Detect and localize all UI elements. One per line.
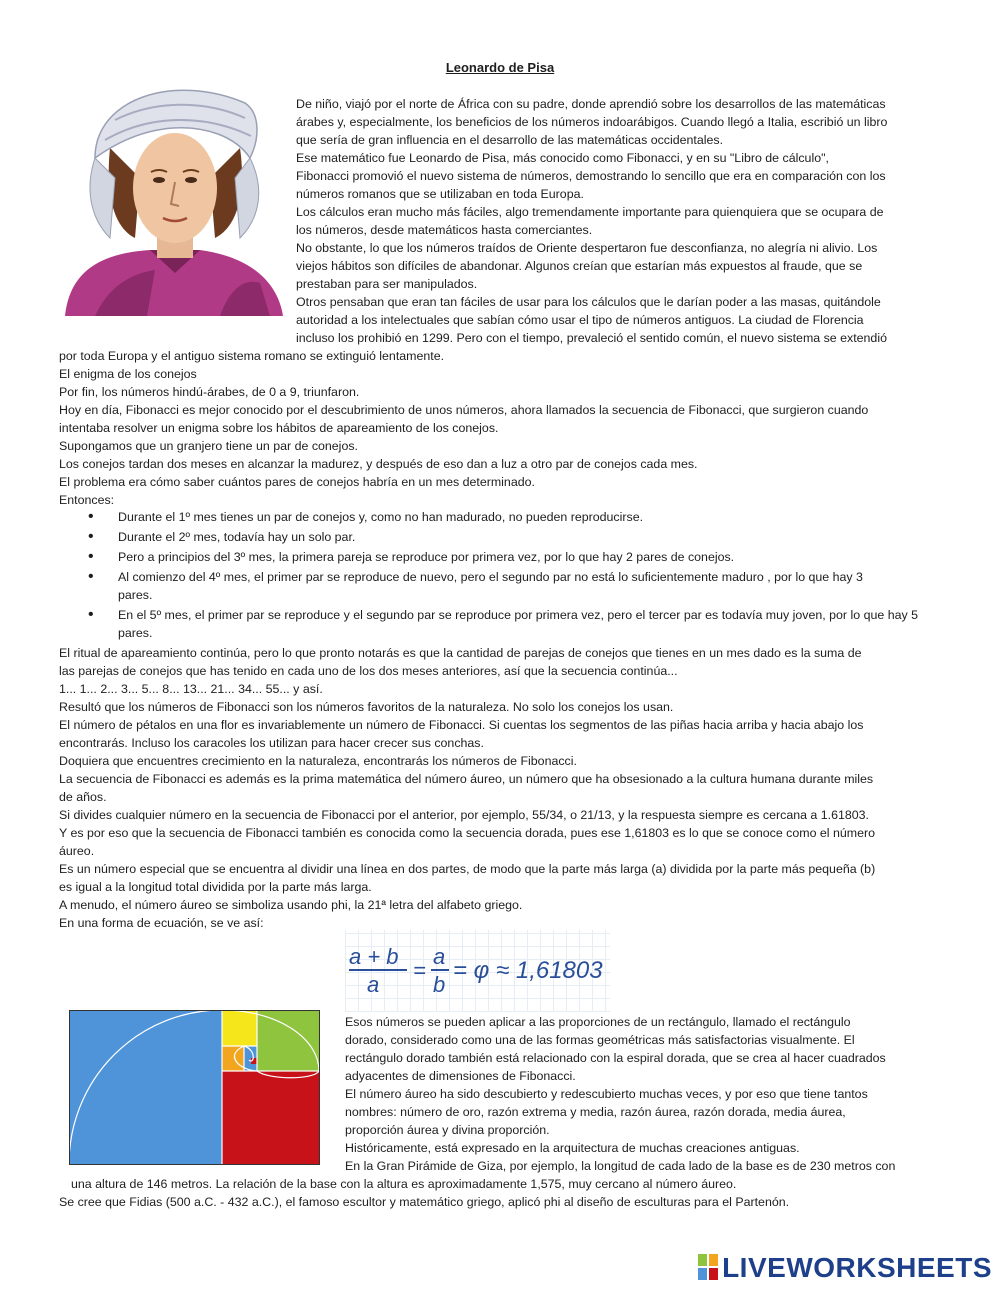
text-line: El problema era cómo saber cuántos pares de conejos habría en un mes determinado. [59, 475, 535, 489]
logo-text: LIVEWORKSHEETS [722, 1252, 992, 1283]
text-line: Si divides cualquier número en la secuencia de Fibonacci por el anterior, por ejemplo, 55/34, o 21/13, y la respuesta siempre es cercana a 1.61803. [59, 808, 870, 822]
text-line: Resultó que los números de Fibonacci son los números favoritos de la naturaleza. No solo los conejos los usan. [59, 700, 674, 714]
text-line: de años. [59, 790, 107, 804]
golden-ratio-formula [345, 930, 610, 1012]
fibonacci-portrait [55, 78, 285, 316]
text-line: intentaba resolver un enigma sobre los hábitos de apareamiento de los conejos. [59, 421, 499, 435]
list-item: • Durante el 1º mes tienes un par de conejos y, como no han madurado, no pueden reproducirse. [88, 508, 948, 526]
text-line: nombres: número de oro, razón extrema y media, razón áurea, razón dorada, media áurea, [345, 1105, 846, 1119]
text-line: una altura de 146 metros. La relación de la base con la altura es aproximadamente 1,575, muy cercano al número áureo. [71, 1177, 737, 1191]
text-line: dorado, considerado como una de las formas geométricas más satisfactorias visualmente. El [345, 1033, 855, 1047]
text-line: prestaban para ser manipulados. [296, 277, 478, 291]
liveworksheets-logo [698, 1252, 992, 1284]
month-bullet-list [88, 508, 948, 644]
text-line: por toda Europa y el antiguo sistema romano se extinguió lentamente. [59, 349, 445, 363]
formula-denominator-left: a [367, 972, 380, 997]
text-line: La secuencia de Fibonacci es además es la prima matemática del número áureo, un número que ha obsesionado a la cultura humana durante miles [59, 772, 874, 786]
text-line: los números, desde matemáticos hasta comerciantes. [296, 223, 593, 237]
text-line: autoridad a los intelectuales que sabían cómo usar el tipo de números antiguos. La ciudad de Florencia [296, 313, 864, 327]
text-line: El ritual de apareamiento continúa, pero lo que pronto notarás es que la cantidad de parejas de conejos que tienes en un mes dado es la suma de [59, 646, 862, 660]
text-line: Históricamente, está expresado en la arquitectura de muchas creaciones antiguas. [345, 1141, 800, 1155]
text-line: Los cálculos eran mucho más fáciles, algo tremendamente importante para quienquiera que se ocupara de [296, 205, 884, 219]
text-line: que sería de gran influencia en el desarrollo de las matemáticas occidentales. [296, 133, 724, 147]
list-item: • Pero a principios del 3º mes, la primera pareja se reproduce por primera vez, por lo que hay 2 pares de conejos. [88, 548, 948, 566]
text-line: Fibonacci promovió el nuevo sistema de números, demostrando lo sencillo que era en comparación con los [296, 169, 886, 183]
text-line: El número áureo ha sido descubierto y redescubierto muchas veces, y por eso que tiene tantos [345, 1087, 868, 1101]
text-line: Doquiera que encuentres crecimiento en la naturaleza, encontrarás los números de Fibonacci. [59, 754, 577, 768]
golden-rectangle-paragraph [345, 1013, 895, 1175]
text-line: En la Gran Pirámide de Giza, por ejemplo, la longitud de cada lado de la base es de 230 metros con [345, 1159, 896, 1173]
formula-equals: = [413, 958, 426, 983]
formula-numerator-right: a [433, 944, 446, 969]
golden-rectangle-graphic [69, 1010, 320, 1165]
intro-paragraph [296, 95, 887, 347]
list-item: • Al comienzo del 4º mes, el primer par se reproduce de nuevo, pero el segundo par no está lo suficientemente maduro , por lo que hay 3 pares. [88, 568, 898, 604]
square-blue [69, 1010, 222, 1164]
golden-ratio-paragraph [59, 644, 875, 932]
text-line: números romanos que se utilizaban en toda Europa. [296, 187, 584, 201]
text-line: Hoy en día, Fibonacci es mejor conocido por el descubrimiento de unos números, ahora llamados la secuencia de Fibonacci, que surgieron cuando [59, 403, 869, 417]
text-line: viejos hábitos son difíciles de abandonar. Algunos creían que estarían más expuestos al fraude, que se [296, 259, 863, 273]
list-item: • En el 5º mes, el primer par se reproduce y el segundo par se reproduce por primera vez, pero el tercer par es todavía muy joven, por lo que hay 5 pares. [88, 606, 948, 642]
text-line: El número de pétalos en una flor es invariablemente un número de Fibonacci. Si cuentas los segmentos de las piñas hacia arriba y hacia abajo los [59, 718, 864, 732]
text-line: incluso los prohibió en 1299. Pero con el tiempo, prevaleció el sentido común, el nuevo sistema se extendió [296, 331, 887, 345]
formula-numerator-left: a + b [349, 944, 399, 969]
text-line: Entonces: [59, 493, 115, 507]
text-line: Supongamos que un granjero tiene un par de conejos. [59, 439, 358, 453]
formula-graphic [345, 930, 610, 1012]
rabbit-intro-paragraph [59, 347, 868, 509]
text-line: rectángulo dorado también está relacionado con la espiral dorada, que se crea al hacer cuadrados [345, 1051, 886, 1065]
text-line: Por fin, los números hindú-árabes, de 0 a 9, triunfaron. [59, 385, 360, 399]
text-line: Y es por eso que la secuencia de Fibonacci también es conocida como la secuencia dorada, pues ese 1,61803 es lo que se conoce como el número [59, 826, 876, 840]
text-line: Se cree que Fidias (500 a.C. - 432 a.C.), el famoso escultor y matemático griego, aplicó phi al diseño de esculturas para el Partenón. [59, 1195, 790, 1209]
formula-denominator-right: b [433, 972, 446, 997]
text-line: áureo. [59, 844, 95, 858]
text-line: Los conejos tardan dos meses en alcanzar la madurez, y después de eso dan a luz a otro par de conejos cada mes. [59, 457, 698, 471]
fibonacci-sequence: 1... 1... 2... 3... 5... 8... 13... 21... 34... 55... y así. [59, 682, 323, 696]
text-line: encontrarás. Incluso los caracoles los utilizan para hacer crecer sus conchas. [59, 736, 484, 750]
text-line: adyacentes de dimensiones de Fibonacci. [345, 1069, 576, 1083]
text-line: es igual a la longitud total dividida por la parte más larga. [59, 880, 372, 894]
text-line: árabes y, especialmente, los beneficios de los números indoarábigos. Cuando llegó a Italia, escribió un libro [296, 115, 888, 129]
square-orange [222, 1046, 244, 1071]
text-line: No obstante, lo que los números traídos de Oriente despertaron fue desconfianza, no alegría ni alivio. Los [296, 241, 878, 255]
portrait-label: Retrato de Leonardo de Pisa [55, 78, 68, 79]
text-line: proporción áurea y divina proporción. [345, 1123, 550, 1137]
square-green [257, 1010, 319, 1071]
list-item: • Durante el 2º mes, todavía hay un solo par. [88, 528, 948, 546]
text-line: Es un número especial que se encuentra al dividir una línea en dos partes, de modo que la parte más larga (a) dividida por la parte más pequeña (b) [59, 862, 876, 876]
text-line: De niño, viajó por el norte de África con su padre, donde aprendió sobre los desarrollos de las matemáticas [296, 97, 886, 111]
text-line: En una forma de ecuación, se ve así: [59, 916, 264, 930]
text-line: Esos números se pueden aplicar a las proporciones de un rectángulo, llamado el rectángulo [345, 1015, 851, 1029]
square-yellow [222, 1010, 257, 1046]
square-red [222, 1071, 319, 1164]
text-line: las parejas de conejos que has tenido en cada uno de los dos meses anteriores, así que la secuencia continúa... [59, 664, 678, 678]
liveworksheets-logo-icon [698, 1254, 718, 1280]
text-line: Otros pensaban que eran tan fáciles de usar para los cálculos que le darían poder a las masas, quitándole [296, 295, 881, 309]
text-line: A menudo, el número áureo se simboliza usando phi, la 21ª letra del alfabeto griego. [59, 898, 523, 912]
closing-paragraph [59, 1175, 789, 1211]
formula-result: = φ ≈ 1,61803 [453, 957, 603, 984]
page-title: Leonardo de Pisa [445, 60, 555, 75]
text-line: Ese matemático fue Leonardo de Pisa, más conocido como Fibonacci, y en su "Libro de cálculo", [296, 151, 829, 165]
section-heading: El enigma de los conejos [59, 367, 197, 381]
